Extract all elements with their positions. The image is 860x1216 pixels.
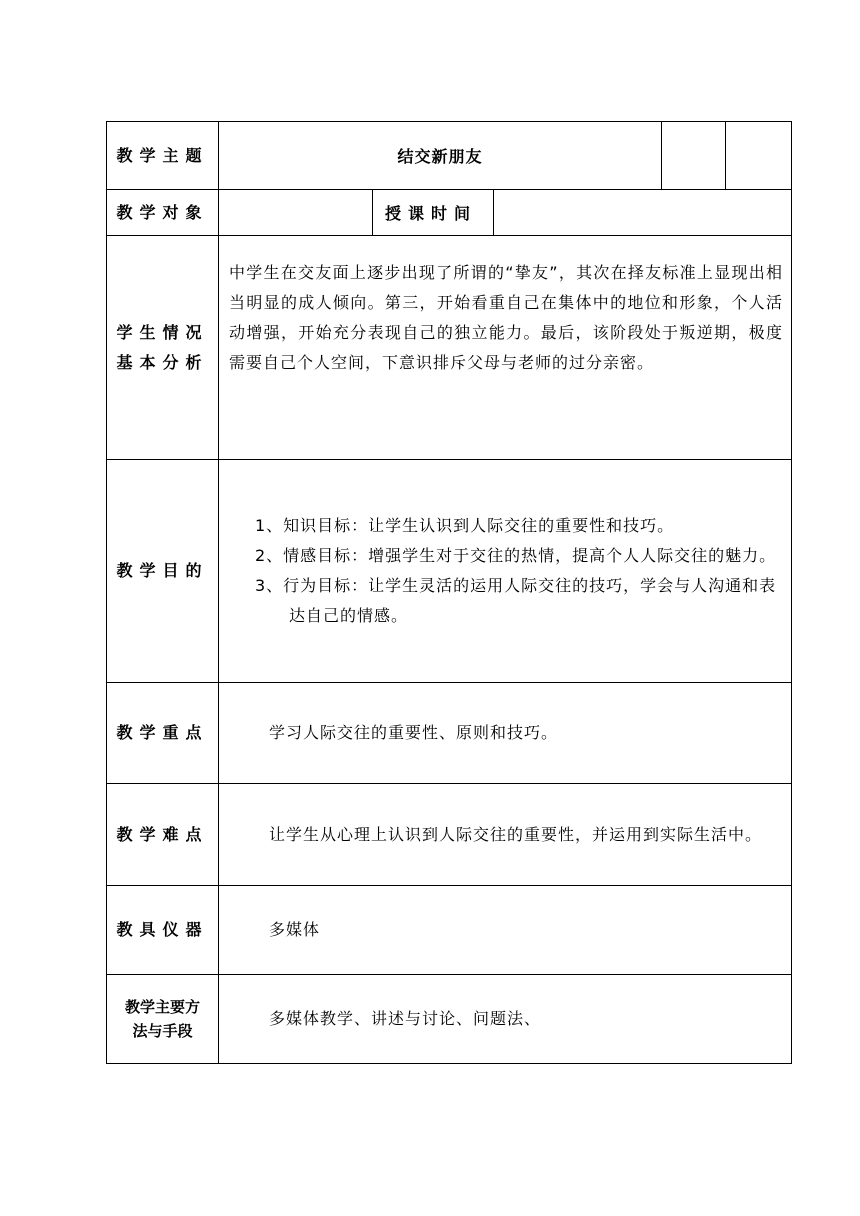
row-equipment: [107, 886, 792, 975]
row-objectives: [107, 460, 792, 683]
analysis-label-line1: 学生情况: [116, 322, 209, 342]
lesson-plan-sheet: [106, 121, 791, 1064]
row-difficulties: [107, 784, 792, 886]
topic-blank-cell-2: [726, 122, 792, 190]
row-methods: [107, 975, 792, 1064]
analysis-label-line2: 基本分析: [116, 352, 209, 372]
analysis-text: 中学生在交友面上逐步出现了所谓的“挚友”，其次在择友标准上显现出相当明显的成人倾向。第三，开始看重自己在集体中的地位和形象，个人活动增强，开始充分表现自己的独立能力。最后，该阶段处于叛逆期，极度需要自己个人空间，下意识排斥父母与老师的过分亲密。: [219, 236, 792, 460]
audience-label: 教学对象: [107, 190, 219, 236]
analysis-label: [107, 236, 219, 460]
difficulties-label: 教学难点: [107, 784, 219, 886]
key-points-label: 教学重点: [107, 683, 219, 784]
equipment-label: 教具仪器: [107, 886, 219, 975]
row-audience: [107, 190, 792, 236]
objective-item-2: 2、情感目标：增强学生对于交往的热情，提高个人人际交往的魅力。: [255, 546, 777, 565]
methods-text: 多媒体教学、讲述与讨论、问题法、: [219, 975, 792, 1064]
difficulties-text: 让学生从心理上认识到人际交往的重要性，并运用到实际生活中。: [219, 784, 792, 886]
objectives-list: [219, 511, 791, 631]
time-value: [494, 190, 792, 236]
objective-item-1: 1、知识目标：让学生认识到人际交往的重要性和技巧。: [255, 516, 675, 535]
methods-label-line2: 法与手段: [132, 1022, 193, 1040]
methods-label-line1: 教学主要方: [124, 998, 200, 1016]
audience-value: [219, 190, 373, 236]
row-topic: [107, 122, 792, 190]
lesson-plan-table: [106, 121, 792, 1064]
methods-label: [107, 975, 219, 1064]
equipment-text: 多媒体: [219, 886, 792, 975]
topic-label: 教学主题: [107, 122, 219, 190]
objectives-label: 教学目的: [107, 460, 219, 683]
topic-blank-cell-1: [662, 122, 726, 190]
objective-item-3: 3、行为目标：让学生灵活的运用人际交往的技巧，学会与人沟通和表达自己的情感。: [255, 576, 777, 625]
topic-value: 结交新朋友: [219, 122, 662, 190]
key-points-text: 学习人际交往的重要性、原则和技巧。: [219, 683, 792, 784]
row-analysis: [107, 236, 792, 460]
objectives-content: [219, 460, 792, 683]
row-key-points: [107, 683, 792, 784]
time-label: 授课时间: [373, 190, 494, 236]
